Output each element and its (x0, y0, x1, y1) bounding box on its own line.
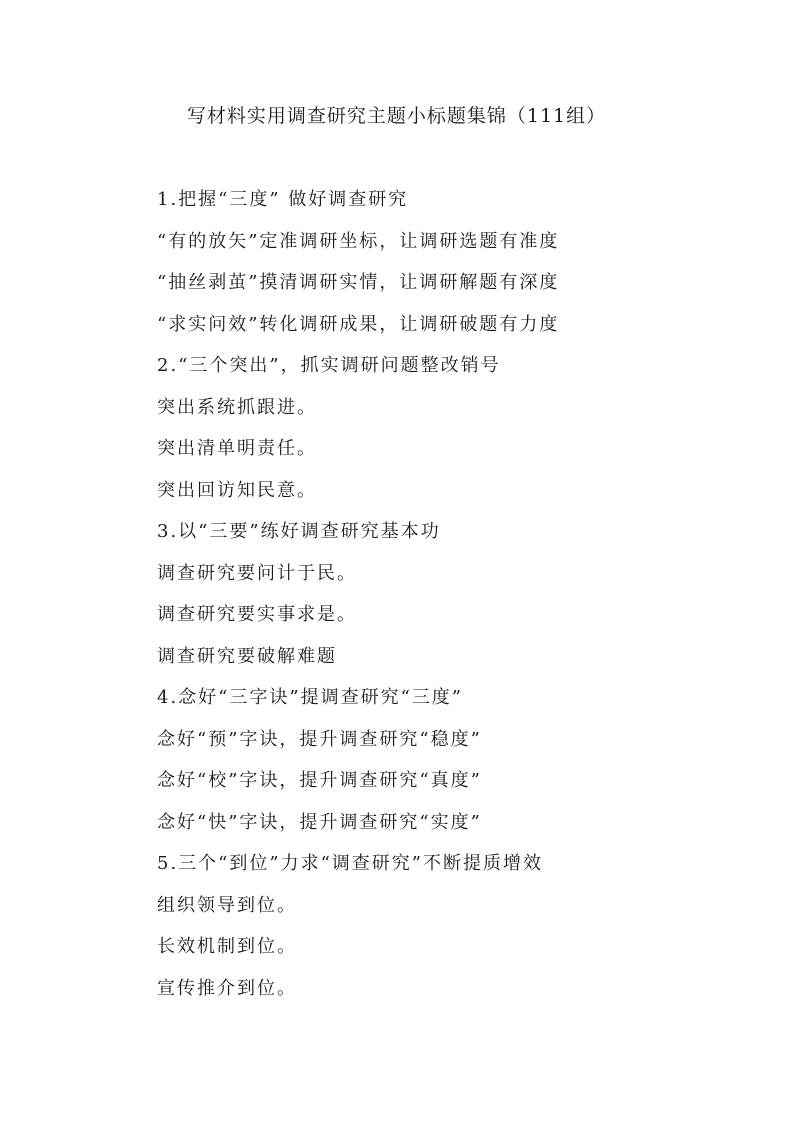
list-item: 念好“预”字诀，提升调查研究“稳度” (157, 728, 482, 750)
heading-3: 3.以“三要”练好调查研究基本功 (157, 521, 441, 542)
heading-1: 1.把握“三度” 做好调查研究 (157, 189, 409, 210)
document-title: 写材料实用调查研究主题小标题集锦（111组） (186, 105, 607, 127)
list-item: 突出清单明责任。 (157, 438, 317, 459)
list-item: 调查研究要问计于民。 (157, 562, 357, 584)
heading-4: 4.念好“三字诀”提调查研究“三度” (157, 687, 463, 708)
list-item: “求实问效”转化调研成果，让调研破题有力度 (157, 313, 560, 335)
list-item: 突出系统抓跟进。 (157, 396, 317, 418)
list-item: 调查研究要破解难题 (157, 645, 337, 667)
list-item: 组织领导到位。 (157, 894, 297, 916)
list-item: 调查研究要实事求是。 (157, 604, 357, 625)
list-item: 突出回访知民意。 (157, 479, 317, 501)
list-item: 长效机制到位。 (157, 936, 297, 957)
list-item: “有的放矢”定准调研坐标，让调研选题有准度 (157, 230, 560, 252)
heading-2: 2.“三个突出”，抓实调研问题整改销号 (157, 355, 501, 376)
list-item: 宣传推介到位。 (157, 977, 297, 999)
list-item: “抽丝剥茧”摸清调研实情，让调研解题有深度 (157, 272, 560, 293)
heading-5: 5.三个“到位”力求“调查研究”不断提质增效 (157, 853, 543, 874)
list-item: 念好“校”字诀，提升调查研究“真度” (157, 770, 482, 791)
document-body (157, 186, 757, 1016)
list-item: 念好“快”字诀，提升调查研究“实度” (157, 811, 482, 833)
